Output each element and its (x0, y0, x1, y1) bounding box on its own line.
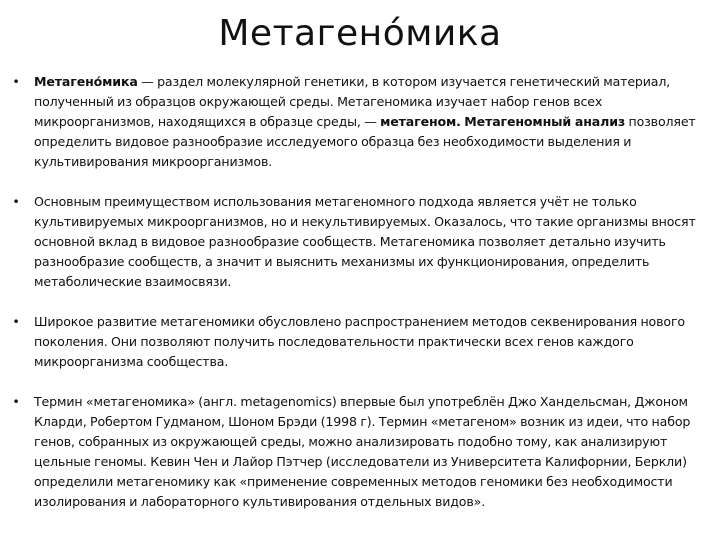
bullet-term-history (8, 392, 714, 512)
bullet-definition (8, 72, 714, 172)
bullet-sequencing (8, 312, 714, 372)
bullet-marker: • (12, 74, 20, 89)
bullet-marker: • (12, 314, 20, 329)
term-metagenome: метагеном. (380, 114, 461, 129)
bullet-text: Термин «метагеномика» (англ. metagenomics) впервые был употреблён Джо Хандельсман, Джоном Кларди, Робертом Гудманом, Шоном Брэди (1998 г). Термин «метагеном» возник из идеи, что набор генов, собранных из окружающей среды, можно анализировать подобно тому, как анализируют цельные геномы. Кевин Чен и Лайор Пэтчер (исследователи из Университета Калифорнии, Беркли) определили метагеномику как «применение современных методов геномики без необходимости изолирования и лабораторного культивирования отдельных видов». (34, 394, 691, 509)
bullet-marker: • (12, 394, 20, 409)
term-metagenomics: Метагено́мика (34, 74, 138, 89)
bullet-marker: • (12, 194, 20, 209)
bullet-text: Основным преимуществом использования метагеномного подхода является учёт не только культивируемых микроорганизмов, но и некультивируемых. Оказалось, что такие организмы вносят основной вклад в видовое разнообразие сообществ. Метагеномика позволяет детально изучить разнообразие сообществ, а значит и выяснить механизмы их функционирования, определить метаболические взаимосвязи. (34, 194, 696, 289)
bullet-text: Широкое развитие метагеномики обусловлено распространением методов секвенирования нового поколения. Они позволяют получить последовательности практически всех генов каждого микроорганизма сообщества. (34, 314, 685, 369)
slide-title: Метагено́мика (218, 13, 502, 54)
term-metagenomic-analysis: Метагеномный анализ (464, 114, 626, 129)
bullet-list (8, 72, 714, 532)
definition-text: — раздел молекулярной генетики, в котором изучается генетический материал, полученный из образцов окружающей среды. Метагеномика изучает набор генов всех микроорганизмов, находящихся в образце среды, — (34, 74, 671, 129)
bullet-advantage (8, 192, 714, 292)
analysis-text: позволяет определить видовое разнообразие исследуемого образца без необходимости выделения и культивирования микроорганизмов. (34, 114, 696, 169)
